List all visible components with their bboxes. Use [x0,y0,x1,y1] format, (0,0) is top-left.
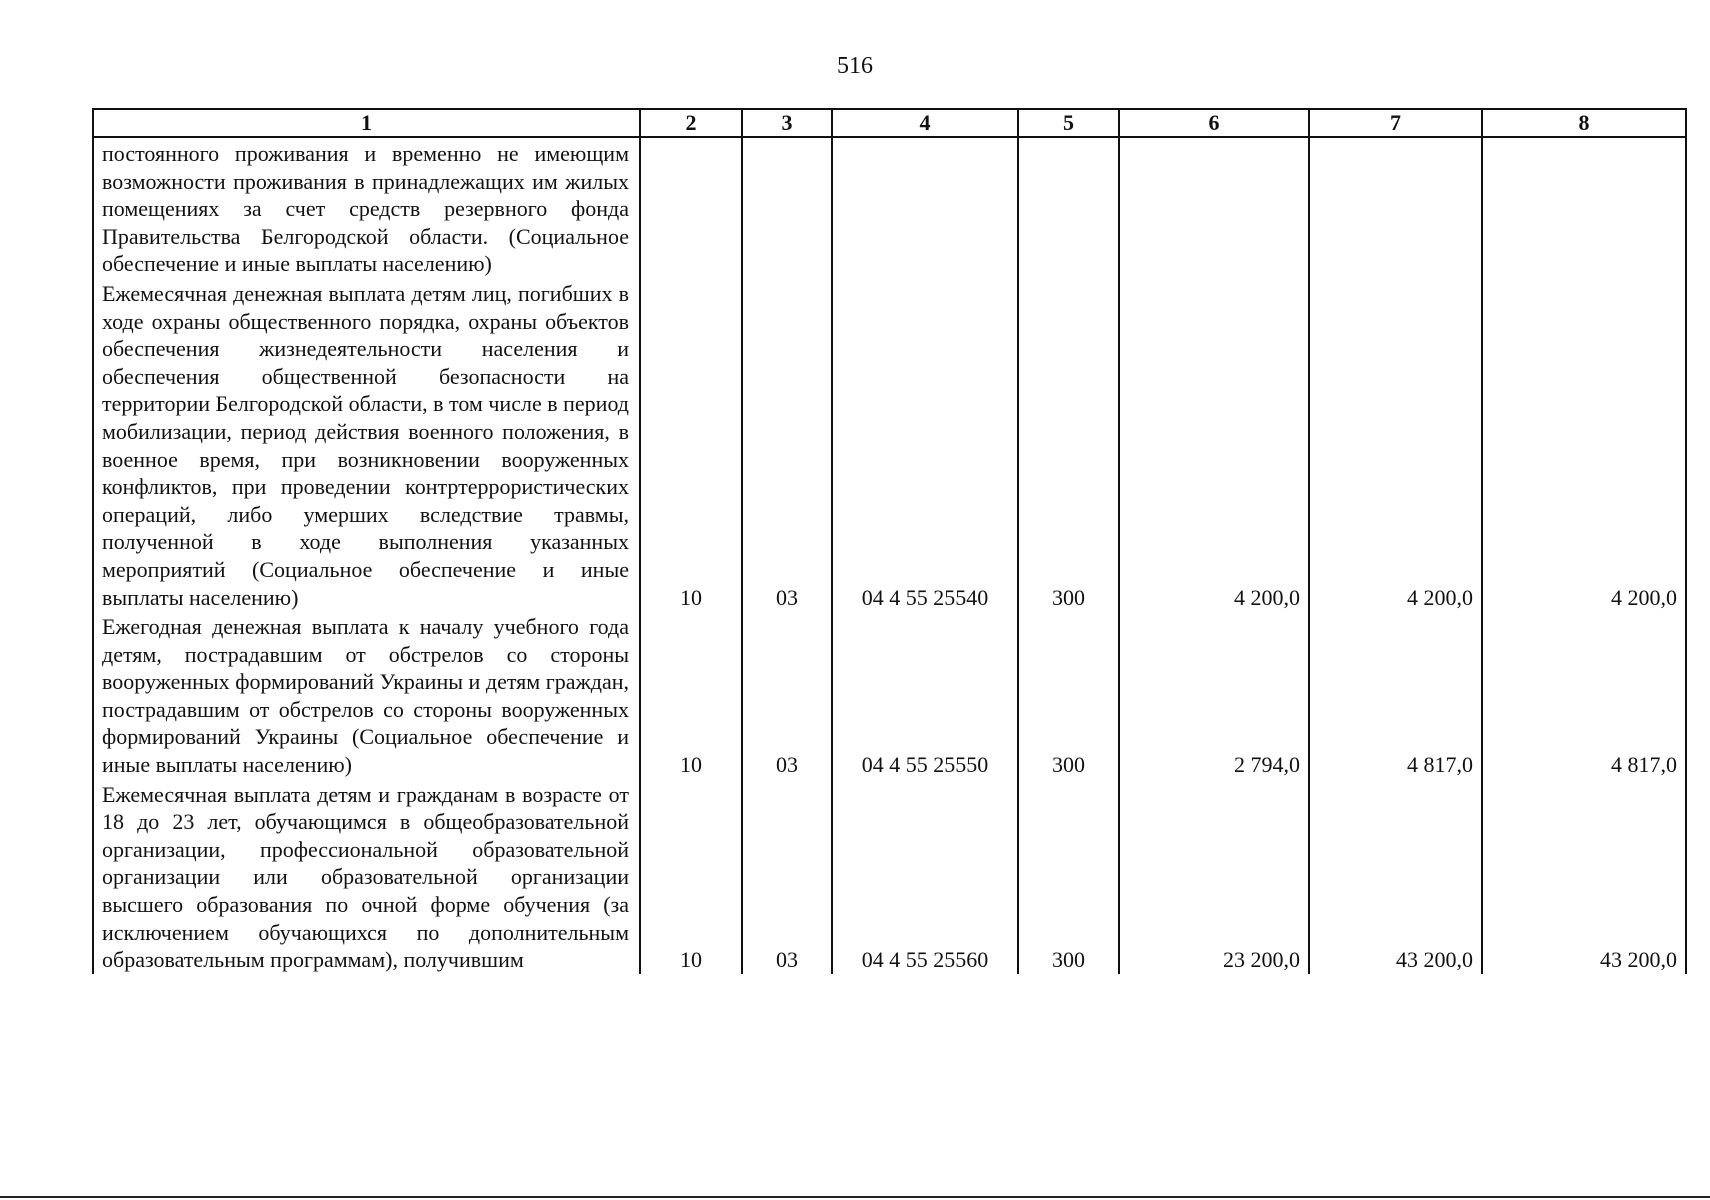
page-number: 516 [837,53,873,79]
row-subsection [742,137,832,278]
table-row [93,779,1686,974]
row-amount-3 [1482,137,1686,278]
row-target-code [832,137,1018,278]
header-col-3: 3 [742,109,832,137]
header-col-1: 1 [93,109,640,137]
table-row [93,278,1686,611]
row-description: Ежемесячная выплата детям и гражданам в возрасте от 18 до 23 лет, обучающимся в общеобразовательной организации, профессиональной образовательной организации или образовательной организации высшего образования по очной форме обучения (за исключением обучающихся по дополнительным образовательным программам), получившим [93,779,640,974]
row-description: постоянного проживания и временно не имеющим возможности проживания в принадлежащих им жилых помещениях за счет средств резервного фонда Правительства Белгородской области. (Социальное обеспечение и иные выплаты населению) [93,137,640,278]
row-target-code: 04 4 55 25560 [832,779,1018,974]
table-body [93,137,1686,974]
row-expense-type: 300 [1018,611,1119,779]
row-amount-2: 43 200,0 [1309,779,1482,974]
row-amount-3: 4 200,0 [1482,278,1686,611]
header-col-2: 2 [640,109,742,137]
table-header [93,109,1686,137]
row-amount-2: 4 817,0 [1309,611,1482,779]
header-col-6: 6 [1119,109,1309,137]
row-expense-type: 300 [1018,779,1119,974]
row-amount-1: 23 200,0 [1119,779,1309,974]
row-expense-type [1018,137,1119,278]
row-amount-1: 2 794,0 [1119,611,1309,779]
row-target-code: 04 4 55 25550 [832,611,1018,779]
row-amount-3: 4 817,0 [1482,611,1686,779]
row-subsection: 03 [742,278,832,611]
row-amount-1: 4 200,0 [1119,278,1309,611]
table-row [93,611,1686,779]
row-description: Ежемесячная денежная выплата детям лиц, погибших в ходе охраны общественного порядка, охраны объектов обеспечения жизнедеятельности населения и обеспечения общественной безопасности на территории Белгородской области, в том числе в период мобилизации, период действия военного положения, в военное время, при возникновении вооруженных конфликтов, при проведении контртеррористических операций, либо умерших вследствие травмы, полученной в ходе выполнения указанных мероприятий (Социальное обеспечение и иные выплаты населению) [93,278,640,611]
row-amount-2: 4 200,0 [1309,278,1482,611]
row-amount-2 [1309,137,1482,278]
header-col-5: 5 [1018,109,1119,137]
row-amount-1 [1119,137,1309,278]
header-col-7: 7 [1309,109,1482,137]
row-subsection: 03 [742,779,832,974]
row-section: 10 [640,779,742,974]
page-bottom-rule [0,1196,1710,1198]
row-amount-3: 43 200,0 [1482,779,1686,974]
table-row [93,137,1686,278]
header-col-4: 4 [832,109,1018,137]
row-section: 10 [640,611,742,779]
header-row [93,109,1686,137]
row-subsection: 03 [742,611,832,779]
header-col-8: 8 [1482,109,1686,137]
row-target-code: 04 4 55 25540 [832,278,1018,611]
row-section [640,137,742,278]
row-description: Ежегодная денежная выплата к началу учебного года детям, пострадавшим от обстрелов со стороны вооруженных формирований Украины и детям граждан, пострадавшим от обстрелов со стороны вооруженных формирований Украины (Социальное обеспечение и иные выплаты населению) [93,611,640,779]
row-section: 10 [640,278,742,611]
budget-table [92,108,1687,974]
row-expense-type: 300 [1018,278,1119,611]
